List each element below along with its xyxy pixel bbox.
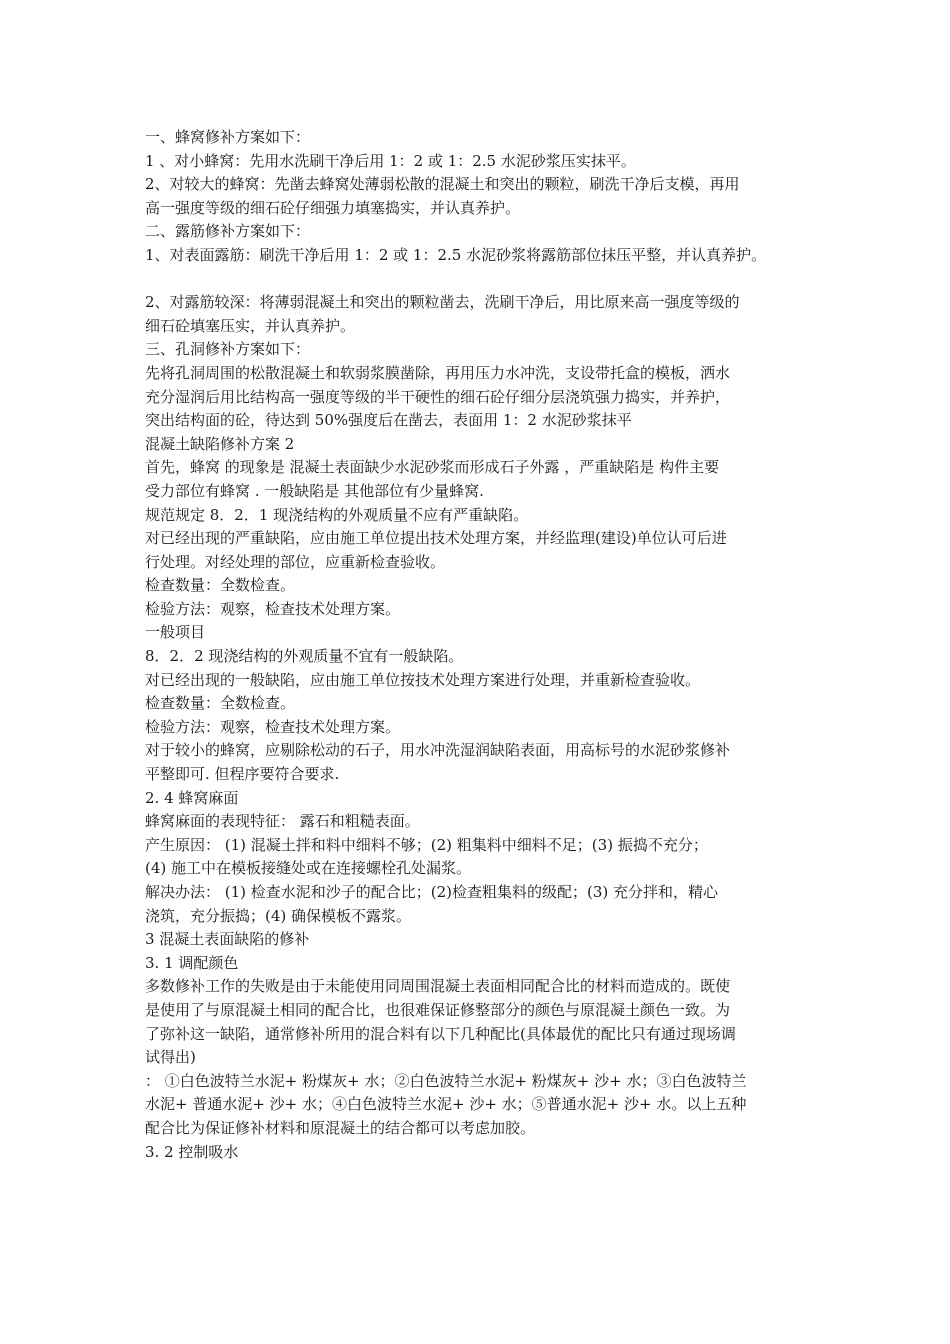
text-line: 蜂窝麻面的表现特征： 露石和粗糙表面。: [145, 812, 420, 831]
text-line: 二、露筋修补方案如下：: [145, 222, 311, 241]
text-line: 一、蜂窝修补方案如下：: [145, 128, 311, 146]
text-line: 浇筑，充分振捣；(4) 确保模板不露浆。: [145, 906, 412, 925]
text-line: 多数修补工作的失败是由于未能使用同周围混凝土表面相同配合比的材料而造成的。既使: [145, 977, 731, 996]
text-line: 对于较小的蜂窝，应剔除松动的石子，用水冲洗湿润缺陷表面，用高标号的水泥砂浆修补: [145, 741, 731, 760]
text-line: 混凝土缺陷修补方案 2: [145, 434, 295, 453]
text-line: 2. 4 蜂窝麻面: [145, 788, 239, 807]
text-line: 检查数量：全数检查。: [145, 694, 296, 713]
text-line: ： ①白色波特兰水泥+ 粉煤灰+ 水；②白色波特兰水泥+ 粉煤灰+ 沙+ 水；③白色波特兰: [145, 1071, 747, 1090]
text-line: 高一强度等级的细石砼仔细强力填塞捣实，并认真养护。: [145, 198, 521, 217]
text-line: 解决办法： (1) 检查水泥和沙子的配合比；(2)检查粗集料的级配；(3) 充分拌和，精心: [145, 883, 719, 901]
text-line: 行处理。对经处理的部位，应重新检查验收。: [145, 552, 446, 571]
text-line: 检验方法：观察，检查技术处理方案。: [145, 599, 401, 618]
text-line: 水泥+ 普通水泥+ 沙+ 水；④白色波特兰水泥+ 沙+ 水；⑤普通水泥+ 沙+ 水。以上五种: [145, 1095, 747, 1114]
text-line: 2、对较大的蜂窝：先凿去蜂窝处薄弱松散的混凝土和突出的颗粒，刷洗干净后支模，再用: [145, 175, 740, 194]
text-line: 是使用了与原混凝土相同的配合比，也很难保证修整部分的颜色与原混凝土颜色一致。为: [145, 1000, 731, 1019]
text-line: 首先，蜂窝 的现象是 混凝土表面缺少水泥砂浆而形成石子外露 ，严重缺陷是 构件主要: [145, 458, 720, 477]
text-line: 3. 1 调配颜色: [145, 953, 239, 972]
text-line: 对已经出现的一般缺陷，应由施工单位按技术处理方案进行处理，并重新检查验收。: [145, 670, 701, 689]
text-line: (4) 施工中在模板接缝处或在连接螺栓孔处漏浆。: [145, 859, 472, 878]
text-line: 一般项目: [145, 623, 206, 642]
text-line: 突出结构面的砼，待达到 50%强度后在凿去，表面用 1：2 水泥砂浆抹平: [145, 411, 632, 430]
text-line: 8．2．2 现浇结构的外观质量不宜有一般缺陷。: [145, 647, 464, 666]
text-line: 细石砼填塞压实，并认真养护。: [145, 316, 356, 335]
text-line: 试得出): [145, 1048, 196, 1067]
text-line: 对已经出现的严重缺陷，应由施工单位提出技术处理方案，并经监理(建设)单位认可后进: [145, 529, 727, 548]
text-line: [145, 268, 825, 292]
text-line: 检查数量：全数检查。: [145, 576, 296, 595]
text-line: 产生原因： (1) 混凝土拌和料中细料不够；(2) 粗集料中细料不足；(3) 振捣不充分；: [145, 835, 708, 854]
text-line: 了弥补这一缺陷，通常修补所用的混合料有以下几种配比(具体最优的配比只有通过现场调: [145, 1024, 736, 1043]
text-line: 规范规定 8．2．1 现浇结构的外观质量不应有严重缺陷。: [145, 505, 529, 524]
text-line: 3 混凝土表面缺陷的修补: [145, 930, 310, 949]
text-line: 2、对露筋较深：将薄弱混凝土和突出的颗粒凿去，洗刷干净后，用比原来高一强度等级的: [145, 293, 740, 312]
document-body: [145, 126, 825, 1164]
text-line: 检验方法：观察，检查技术处理方案。: [145, 717, 401, 736]
text-line: 受力部位有蜂窝 . 一般缺陷是 其他部位有少量蜂窝.: [145, 481, 484, 500]
text-line: 充分湿润后用比结构高一强度等级的半干硬性的细石砼仔细分层浇筑强力捣实，并养护，: [145, 387, 731, 406]
text-line: 平整即可. 但程序要符合要求.: [145, 765, 340, 784]
text-line: 配合比为保证修补材料和原混凝土的结合都可以考虑加胶。: [145, 1118, 536, 1137]
text-line: 先将孔洞周围的松散混凝土和软弱浆膜凿除，再用压力水冲洗，支设带托盒的模板，洒水: [145, 363, 731, 382]
text-line: 三、孔洞修补方案如下：: [145, 340, 311, 359]
text-line: 1 、对小蜂窝：先用水洗刷干净后用 1：2 或 1：2.5 水泥砂浆压实抹平。: [145, 151, 636, 170]
text-line: 3. 2 控制吸水: [145, 1142, 239, 1161]
text-line: 1、对表面露筋：刷洗干净后用 1：2 或 1：2.5 水泥砂浆将露筋部位抹压平整，并认真养护。: [145, 245, 767, 264]
